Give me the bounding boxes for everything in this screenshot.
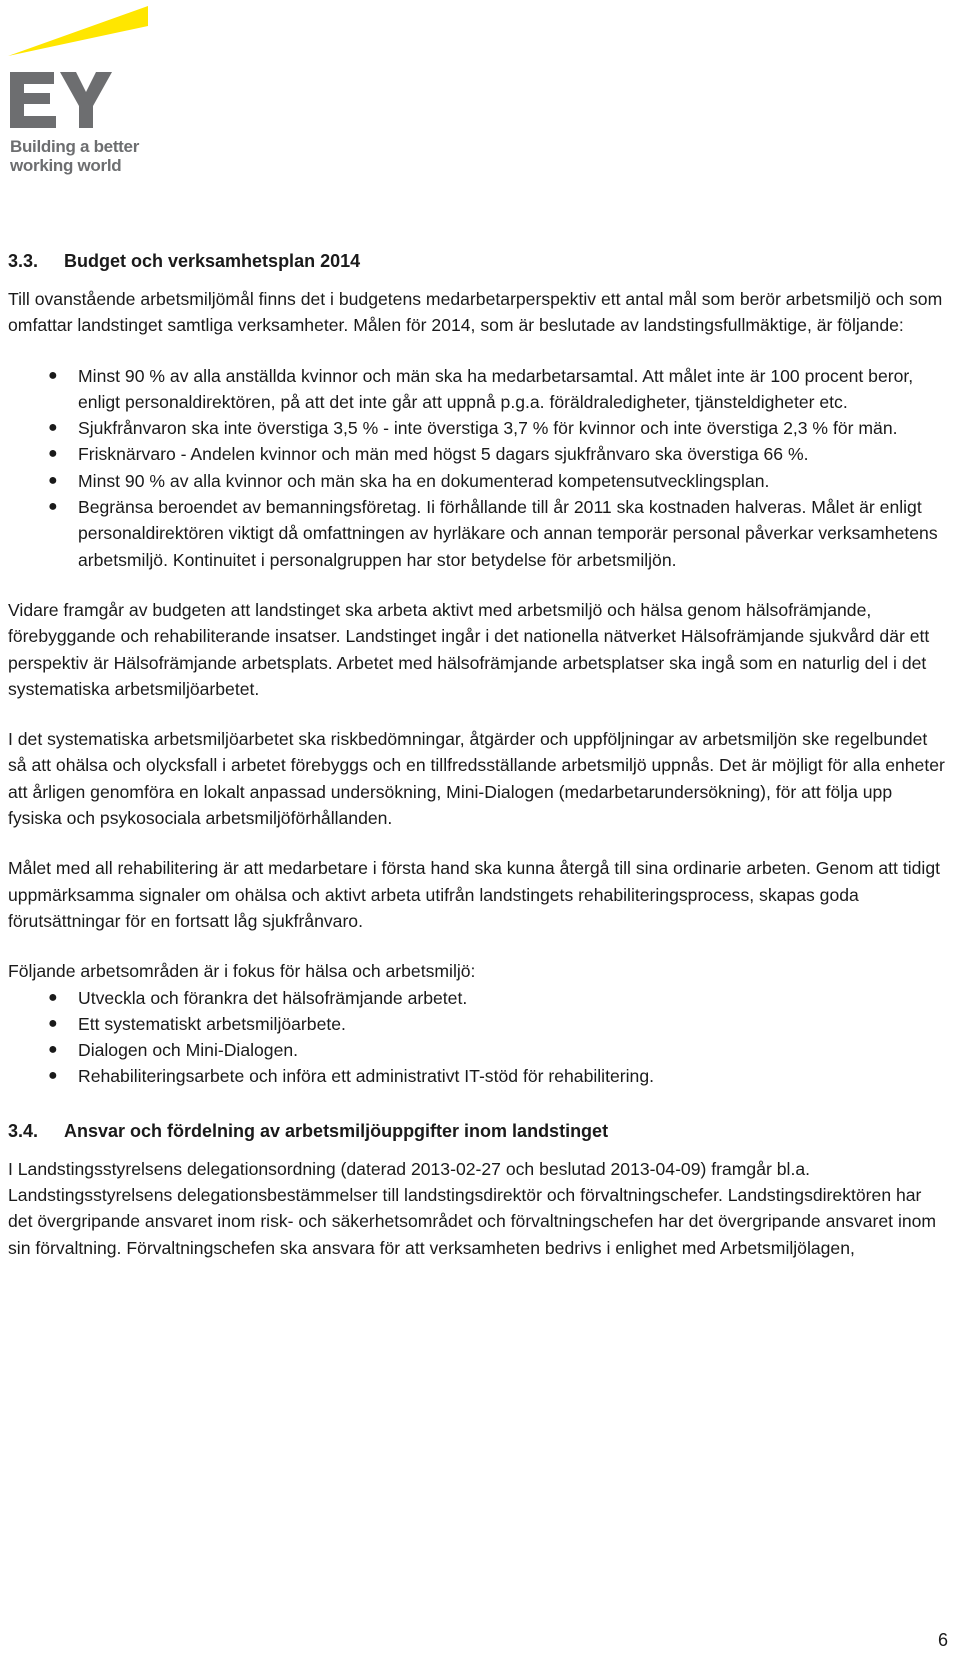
paragraph-delegation: I Landstingsstyrelsens delegationsordning (daterad 2013-02-27 och beslutad 2013-04-09) framgår bl.a. Landstingsstyrelsens delegationsbestämmelser till landstingsdirektör och förvaltningschefer. Landstingsdirektören har det övergripande ansvaret inom risk- och säkerhetsområdet och förvaltningschefen har det övergripande ansvaret inom sin förvaltning. Förvaltningschefen ska ansvara för att verksamheten bedrivs i enlighet med Arbetsmiljölagen,: [8, 1158, 937, 1258]
list-item: ● Frisknärvaro - Andelen kvinnor och män med högst 5 dagars sjukfrånvaro ska överstiga 66 %.: [8, 441, 948, 467]
bullet-icon: ●: [48, 471, 58, 489]
intro-paragraph: Till ovanstående arbetsmiljömål finns det i budgetens medarbetarperspektiv ett antal mål som berör arbetsmiljö och som omfattar landstinget samtliga verksamheter. Målen för 2014, som är beslutade av landstingsfullmäktige, är följande:: [8, 289, 943, 336]
goals-list: [8, 363, 948, 573]
list-item: ● Dialogen och Mini-Dialogen.: [8, 1037, 948, 1063]
paragraph-health-promotion: Vidare framgår av budgeten att landstinget ska arbeta aktivt med arbetsmiljö och hälsa genom hälsofrämjande, förebyggande och rehabiliterande insatser. Landstinget ingår i det nationella nätverket Hälsofrämjande sjukvård där ett perspektiv är Hälsofrämjande arbetsplats. Arbetet med hälsofrämjande arbetsplatser ska ingå som en naturlig del i det systematiska arbetsmiljöarbetet.: [8, 599, 930, 699]
paragraph-rehabilitation: Målet med all rehabilitering är att medarbetare i första hand ska kunna återgå till sina ordinarie arbeten. Genom att tidigt uppmärksamma signaler om ohälsa och aktivt arbeta utifrån landstingets rehabiliteringsprocess, skapas goda förutsättningar för en fortsatt låg sjukfrånvaro.: [8, 858, 940, 931]
bullet-icon: ●: [48, 366, 58, 384]
bullet-icon: ●: [48, 1014, 58, 1032]
focus-intro: Följande arbetsområden är i fokus för hälsa och arbetsmiljö:: [8, 961, 476, 982]
section-number: 3.3.: [8, 251, 39, 271]
section-heading-3-3: [8, 248, 948, 274]
focus-list: [8, 985, 948, 1090]
bullet-icon: ●: [48, 1041, 58, 1059]
ey-tagline: [10, 137, 139, 175]
list-item: ● Minst 90 % av alla anställda kvinnor och män ska ha medarbetarsamtal. Att målet inte är 100 procent beror, enligt personaldirektören, på att det inte går att uppnå p.g.a. föräldraledigheter, tjänsteldigheter etc.: [8, 363, 948, 416]
section-number: 3.4.: [8, 1120, 39, 1141]
list-item: ● Rehabiliteringsarbete och införa ett administrativt IT-stöd för rehabilitering.: [8, 1063, 948, 1089]
paragraph-systematic-work: I det systematiska arbetsmiljöarbetet ska riskbedömningar, åtgärder och uppföljningar av arbetsmiljön ske regelbundet så att ohälsa och olycksfall i arbetet förebyggs och en tillfredsställande arbetsmiljö uppnås. Det är möjligt för alla enheter att årligen genomföra en lokalt anpassad undersökning, Mini-Dialogen (medarbetarundersökning), för att följa upp fysiska och psykosociala arbetsmiljöförhållanden.: [8, 729, 945, 829]
section-title: Ansvar och fördelning av arbetsmiljöuppgifter inom landstinget: [64, 1120, 609, 1141]
ey-logo: [8, 4, 158, 174]
bullet-icon: ●: [48, 1067, 58, 1085]
list-item: ● Sjukfrånvaron ska inte överstiga 3,5 % - inte överstiga 3,7 % för kvinnor och inte överstiga 2,3 % för män.: [8, 415, 948, 441]
page-number: 6: [937, 1630, 948, 1650]
ey-tagline-line2: working world: [10, 156, 122, 175]
section-heading-3-4: [8, 1118, 948, 1144]
list-item: ● Minst 90 % av alla kvinnor och män ska ha en dokumenterad kompetensutvecklingsplan.: [8, 468, 948, 494]
bullet-icon: ●: [48, 498, 58, 516]
list-item: ● Begränsa beroendet av bemanningsföretag. Ii förhållande till år 2011 ska kostnaden halveras. Målet är enligt personaldirektören viktigt då omfattningen av hyrläkare och annan temporär personal påverkar verksamhetens arbetsmiljö. Kontinuitet i personalgruppen har stor betydelse för arbetsmiljön.: [8, 494, 948, 573]
ey-tagline-line1: Building a better: [10, 137, 140, 156]
document-body: [8, 248, 948, 1261]
bullet-icon: ●: [48, 988, 58, 1006]
list-item: ● Utveckla och förankra det hälsofrämjande arbetet.: [8, 985, 948, 1011]
section-title: Budget och verksamhetsplan 2014: [64, 251, 361, 271]
bullet-icon: ●: [48, 419, 58, 437]
bullet-icon: ●: [48, 445, 58, 463]
list-item: ● Ett systematiskt arbetsmiljöarbete.: [8, 1011, 948, 1037]
ey-logo-mark: [8, 4, 158, 139]
